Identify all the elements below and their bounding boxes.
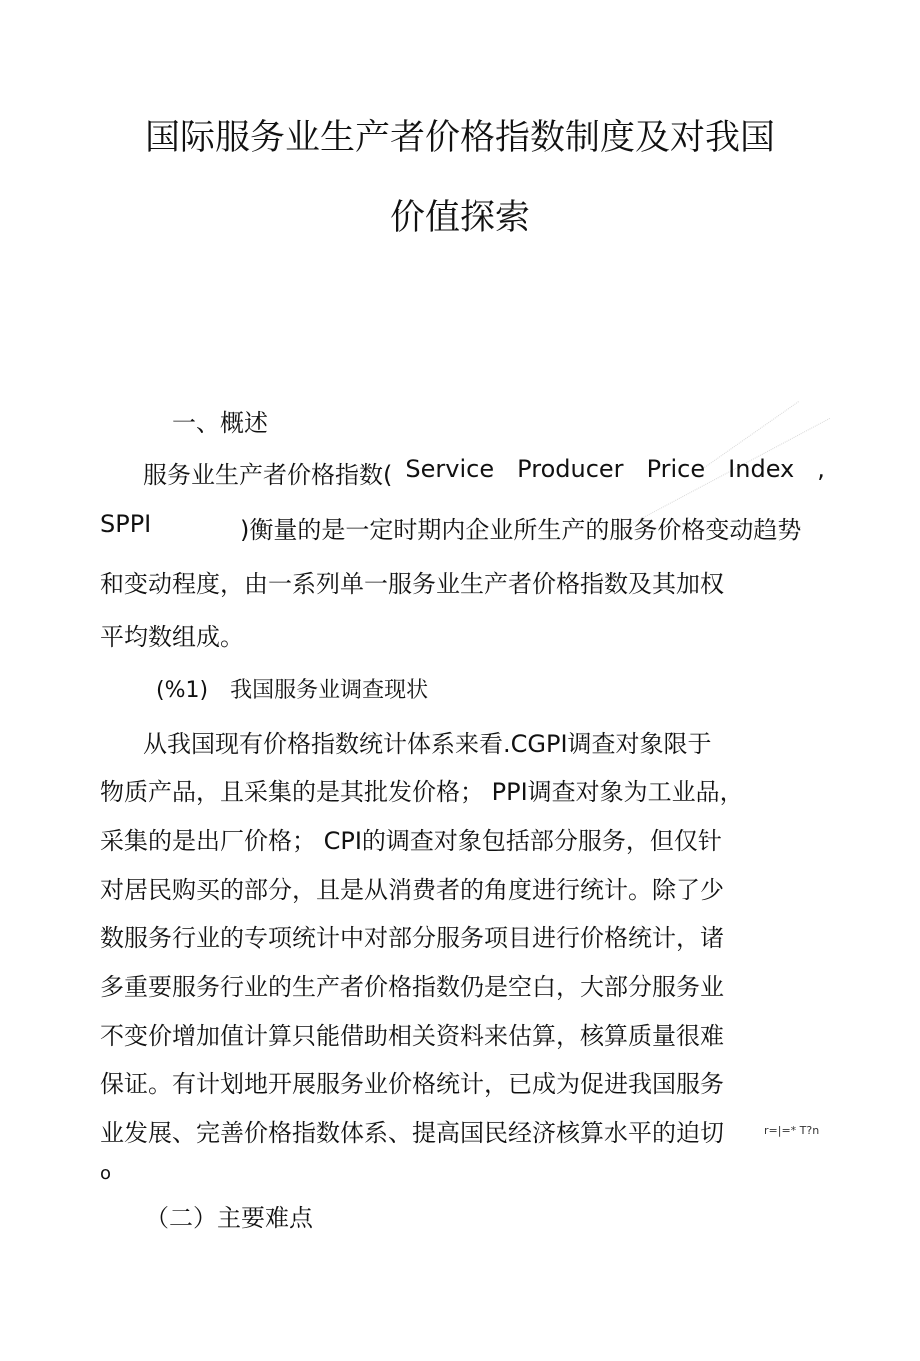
text-fragment: Service <box>405 455 495 483</box>
paragraph-line: 和变动程度，由一系列单一服务业生产者价格指数及其加权 <box>100 570 724 598</box>
paragraph-line: 从我国现有价格指数统计体系来看.CGPI调查对象限于 <box>143 730 712 758</box>
paragraph-line: 对居民购买的部分，且是从消费者的角度进行统计。除了少 <box>100 876 724 904</box>
text-fragment: 服务业生产者价格指数( <box>143 461 393 489</box>
paragraph-line: )衡量的是一定时期内企业所生产的服务价格变动趋势 <box>240 516 802 544</box>
subsection-heading-status: (%1) 我国服务业调查现状 <box>156 678 429 703</box>
paragraph-line: 采集的是出厂价格； CPI的调查对象包括部分服务，但仅针 <box>100 827 722 855</box>
text-fragment: Producer <box>517 455 624 483</box>
paragraph-line <box>100 510 151 538</box>
paragraph-line: 数服务行业的专项统计中对部分服务项目进行价格统计，诸 <box>100 924 724 952</box>
paragraph-line: o <box>100 1163 112 1184</box>
paragraph-line: 业发展、完善价格指数体系、提高国民经济核算水平的迫切 <box>100 1119 724 1147</box>
paragraph-line: 物质产品，且采集的是其批发价格； PPI调查对象为工业品， <box>100 778 744 806</box>
paragraph-line <box>143 455 825 490</box>
scan-noise-text: r=|=* T?n <box>764 1124 820 1137</box>
subsection-heading-difficulties: （二）主要难点 <box>145 1204 313 1232</box>
paragraph-line: 不变价增加值计算只能借助相关资料来估算，核算质量很难 <box>100 1022 724 1050</box>
paragraph-line: 保证。有计划地开展服务业价格统计，已成为促进我国服务 <box>100 1070 724 1098</box>
title-line-2: 价值探索 <box>389 198 530 238</box>
paragraph-line: 平均数组成。 <box>100 623 244 651</box>
title-line-1: 国际服务业生产者价格指数制度及对我国 <box>144 118 775 158</box>
paragraph-line: 多重要服务行业的生产者价格指数仍是空白，大部分服务业 <box>100 973 724 1001</box>
text-fragment: Index <box>728 455 795 483</box>
text-fragment: , <box>817 455 825 483</box>
text-fragment: SPPI <box>100 510 152 538</box>
section-heading-overview: 一、概述 <box>172 409 268 437</box>
text-fragment: Price <box>646 455 706 483</box>
